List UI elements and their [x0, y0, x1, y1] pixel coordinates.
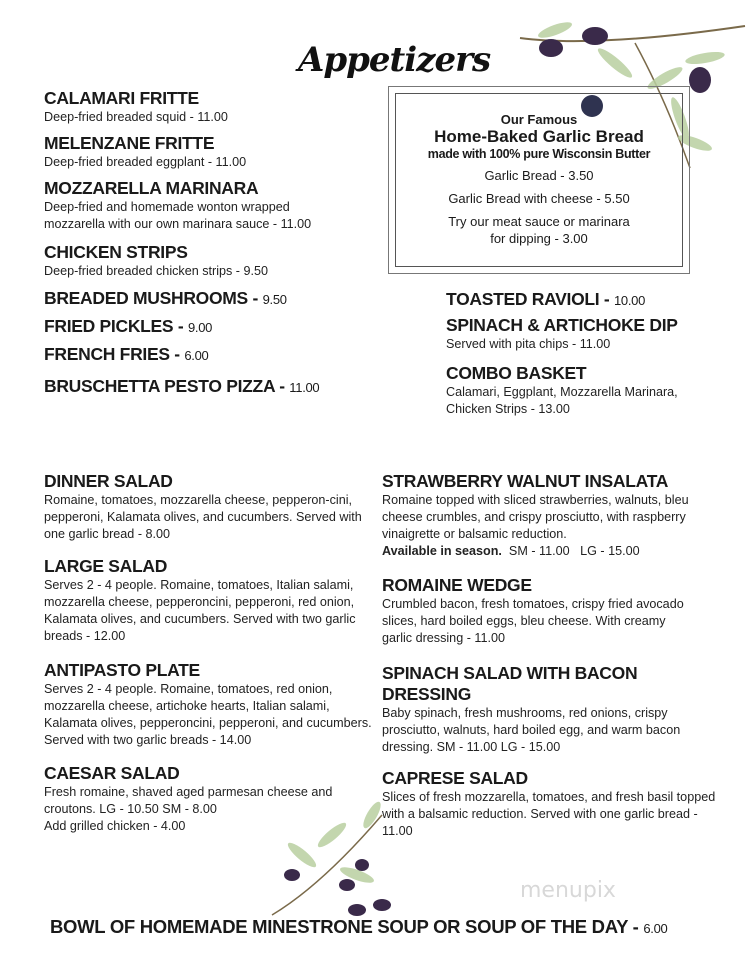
- menu-item-caesar-salad: [44, 763, 374, 835]
- item-desc: Deep-fried breaded eggplant - 11.00: [44, 155, 247, 169]
- item-price: 6.00: [643, 921, 668, 936]
- item-name: LARGE SALAD: [44, 556, 168, 576]
- item-name: DINNER SALAD: [44, 471, 173, 491]
- item-desc: Deep-fried breaded chicken strips - 9.50: [44, 264, 269, 278]
- item-name: MELENZANE FRITTE: [44, 133, 215, 153]
- item-name: CAESAR SALAD: [44, 763, 180, 783]
- menu-item-spinach-salad: [382, 663, 682, 756]
- item-price: 11.00: [289, 380, 320, 395]
- item-price: 10.00: [614, 293, 646, 308]
- page-title: Appetizers: [298, 40, 491, 80]
- item-name: ANTIPASTO PLATE: [44, 660, 200, 680]
- menu-item-calamari: [44, 88, 228, 126]
- menu-item-chicken-strips: [44, 242, 268, 280]
- item-desc: Served with pita chips - 11.00: [446, 337, 611, 351]
- item-desc: Fresh romaine, shaved aged parmesan cheese and croutons. LG - 10.50 SM - 8.00: [44, 785, 333, 816]
- item-note: Available in season.: [382, 544, 502, 558]
- item-name: BREADED MUSHROOMS -: [44, 288, 263, 308]
- menu-item-french-fries: [44, 344, 208, 366]
- menu-item-toasted-ravioli: [446, 289, 645, 311]
- menu-item-romaine-wedge: [382, 575, 692, 647]
- item-name: BRUSCHETTA PESTO PIZZA -: [44, 376, 290, 396]
- item-desc: Deep-fried breaded squid - 11.00: [44, 110, 228, 124]
- item-desc: Calamari, Eggplant, Mozzarella Marinara, Chicken Strips - 13.00: [446, 385, 678, 416]
- item-desc: Baby spinach, fresh mushrooms, red onions, crispy prosciutto, walnuts, hard boiled egg, and warm bacon dressing. SM - 11.00 LG - 15.00: [382, 706, 681, 754]
- item-name: STRAWBERRY WALNUT INSALATA: [382, 471, 669, 491]
- dipping-sauce-price: Try our meat sauce or marinara for dipping - 3.00: [448, 214, 630, 246]
- item-name: ROMAINE WEDGE: [382, 575, 532, 595]
- garlic-bread-box: [388, 86, 690, 274]
- menu-item-bruschetta: [44, 376, 319, 398]
- item-desc: Romaine topped with sliced strawberries, walnuts, bleu cheese crumbles, and crispy prosciutto, with raspberry vinaigrette or balsamic reduction.: [382, 493, 689, 541]
- box-heading: Home-Baked Garlic Bread: [434, 127, 644, 146]
- item-name: FRIED PICKLES -: [44, 316, 188, 336]
- item-desc: Crumbled bacon, fresh tomatoes, crispy fried avocado slices, hard boiled eggs, bleu cheese. With creamy garlic dressing - 11.00: [382, 597, 684, 645]
- menu-item-strawberry-walnut: [382, 471, 712, 560]
- box-subheading: made with 100% pure Wisconsin Butter: [427, 147, 651, 161]
- item-desc: Serves 2 - 4 people. Romaine, tomatoes, red onion, mozzarella cheese, artichoke hearts, Italian salami, Kalamata olives, pepperoncini, pepperoni, and cucumbers. Served with two garlic breads - 14.00: [44, 682, 372, 747]
- item-name: CAPRESE SALAD: [382, 768, 528, 788]
- item-price: 9.00: [187, 320, 213, 335]
- menu-item-breaded-mushrooms: [44, 288, 287, 310]
- menu-item-dinner-salad: [44, 471, 374, 543]
- item-name: MOZZARELLA MARINARA: [44, 178, 259, 198]
- menu-item-fried-pickles: [44, 316, 212, 338]
- item-name: CHICKEN STRIPS: [44, 242, 188, 262]
- item-desc: Deep-fried and homemade wonton wrapped mozzarella with our own marinara sauce - 11.00: [44, 200, 312, 231]
- item-desc: Serves 2 - 4 people. Romaine, tomatoes, Italian salami, mozzarella cheese, pepperoncini, pepperoni, red onion, Kalamata olives, and cucumbers. Served with two garlic breads - 12.00: [44, 578, 356, 643]
- watermark-logo: menupix: [520, 878, 616, 903]
- item-price: SM - 11.00 LG - 15.00: [501, 544, 640, 558]
- garlic-bread-price: Garlic Bread - 3.50: [484, 168, 594, 183]
- item-name: FRENCH FRIES -: [44, 344, 185, 364]
- menu-item-antipasto-plate: [44, 660, 379, 749]
- item-name: TOASTED RAVIOLI -: [446, 289, 614, 309]
- item-name: CALAMARI FRITTE: [44, 88, 199, 108]
- item-name: COMBO BASKET: [446, 363, 587, 383]
- menu-item-large-salad: [44, 556, 374, 645]
- item-desc: Slices of fresh mozzarella, tomatoes, and fresh basil topped with a balsamic reduction. Served with one garlic bread - 11.00: [382, 790, 716, 838]
- item-addon: Add grilled chicken - 4.00: [44, 819, 186, 833]
- item-price: 9.50: [262, 292, 287, 307]
- item-name: BOWL OF HOMEMADE MINESTRONE SOUP OR SOUP OF THE DAY -: [50, 916, 644, 937]
- item-name: SPINACH SALAD WITH BACON DRESSING: [382, 663, 638, 704]
- menu-item-melenzane: [44, 133, 246, 171]
- menu-item-combo-basket: [446, 363, 726, 418]
- menu-item-mozzarella-marinara: [44, 178, 354, 233]
- item-name: SPINACH & ARTICHOKE DIP: [446, 315, 678, 335]
- menu-item-caprese-salad: [382, 768, 717, 840]
- item-desc: Romaine, tomatoes, mozzarella cheese, pepperon-cini, pepperoni, Kalamata olives, and cucumbers. Served with one garlic bread - 8.00: [44, 493, 362, 541]
- garlic-bread-cheese-price: Garlic Bread with cheese - 5.50: [448, 191, 630, 206]
- menu-item-spinach-dip: [446, 315, 678, 353]
- box-line-our-famous: Our Famous: [500, 112, 578, 127]
- menu-item-soup: [50, 916, 667, 938]
- item-price: 6.00: [184, 348, 209, 363]
